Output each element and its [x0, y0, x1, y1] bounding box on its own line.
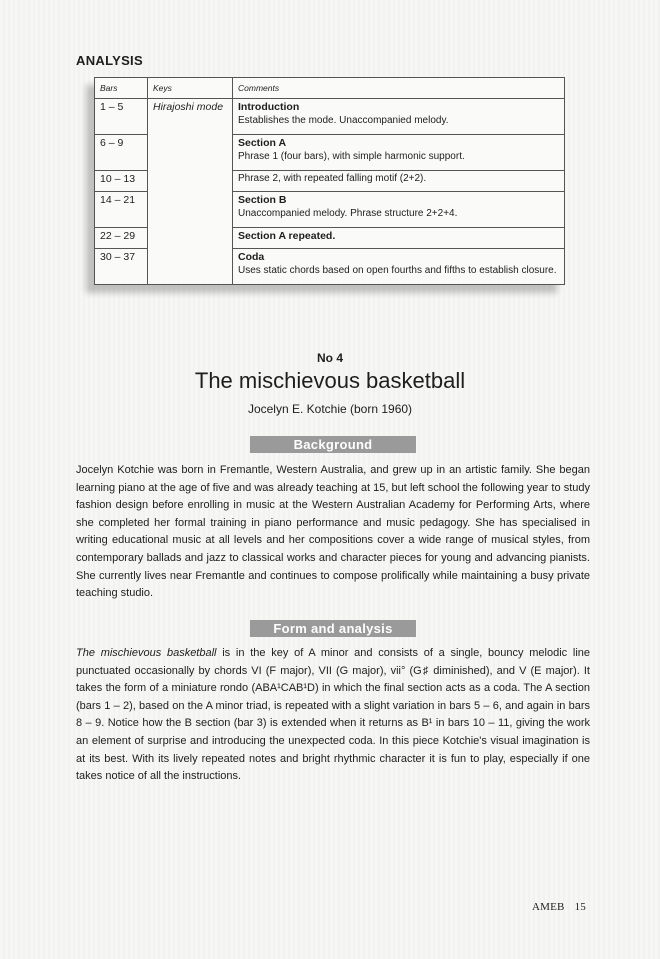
- form-text: is in the key of A minor and consists of a single, bouncy melodic line punctuated occasionally by chords VI (F major), VII (G major), vii° (G♯ diminished), and V (E major). It takes the form of a miniature rondo (ABA¹CAB¹D) in which the final section acts as a coda. The A section (bars 1 – 2), based on the A minor triad, is repeated with a slight variation in bars 5 – 6, and again in bars 8 – 9. Notice how the B section (bar 3) is extended when it returns as B¹ in bars 10 – 11, giving the work an element of surprise and introducing the unexpected coda. In this piece Kotchie's visual imagination is at its best. With its lively repeated notes and bright rhythmic character it is fun to play, especially if one takes notice of all the instructions.: [76, 647, 591, 783]
- comment-cell: [233, 228, 565, 249]
- page-footer: [532, 901, 586, 913]
- header-bars: Bars: [95, 78, 148, 99]
- form-analysis-banner: Form and analysis: [250, 620, 416, 637]
- piece-title: The mischievous basketball: [194, 368, 466, 393]
- comment-cell: [233, 171, 565, 192]
- piece-title-italic: The mischievous basketball: [76, 647, 217, 659]
- bars-cell: 30 – 37: [95, 249, 148, 285]
- section-description: Uses static chords based on open fourths and fifths to establish closure.: [238, 265, 557, 276]
- comment-cell: [233, 99, 565, 135]
- analysis-heading: ANALYSIS: [76, 53, 143, 68]
- bars-cell: 1 – 5: [95, 99, 148, 135]
- background-paragraph: Jocelyn Kotchie was born in Fremantle, Western Australia, and grew up in an artistic family. She began learning piano at the age of five and was already teaching at 15, but left school the following year to study fashion design before enrolling in music at the Western Australian Academy for Performing Arts, where she completed her formal training in piano performance and music pedagogy. She has specialised in writing educational music at all levels and her compositions cover a wide range of musical styles, from contemporary ballads and jazz to classical works and character pieces for young and advancing pianists. She currently lives near Fremantle and continues to compose prolifically while maintaining a busy private teaching studio.: [76, 464, 590, 600]
- bars-cell: 6 – 9: [95, 135, 148, 171]
- background-banner: Background: [250, 436, 416, 453]
- header-keys: Keys: [148, 78, 233, 99]
- analysis-table: [94, 77, 565, 285]
- section-title: Section B: [238, 194, 287, 206]
- section-title: Coda: [238, 251, 265, 263]
- page-number: 15: [574, 901, 586, 913]
- bars-cell: 22 – 29: [95, 228, 148, 249]
- header-comments: Comments: [233, 78, 565, 99]
- form-paragraph: [76, 645, 590, 786]
- section-description: Unaccompanied melody. Phrase structure 2+2+4.: [238, 208, 458, 219]
- section-description: Establishes the mode. Unaccompanied melody.: [238, 115, 449, 126]
- section-title: Introduction: [238, 101, 300, 113]
- keys-cell: Hirajoshi mode: [148, 99, 233, 285]
- section-description: Phrase 1 (four bars), with simple harmonic support.: [238, 151, 465, 162]
- comment-cell: [233, 249, 565, 285]
- bars-cell: 10 – 13: [95, 171, 148, 192]
- piece-number: No 4: [316, 351, 343, 365]
- table-row: [95, 99, 565, 135]
- section-description: Phrase 2, with repeated falling motif (2+2).: [238, 173, 427, 184]
- table-header-row: [95, 78, 565, 99]
- composer-line: Jocelyn E. Kotchie (born 1960): [247, 402, 413, 416]
- comment-cell: [233, 135, 565, 171]
- bars-cell: 14 – 21: [95, 192, 148, 228]
- publisher-label: AMEB: [532, 901, 565, 913]
- section-title: Section A repeated.: [238, 230, 336, 242]
- comment-cell: [233, 192, 565, 228]
- section-title: Section A: [238, 137, 287, 149]
